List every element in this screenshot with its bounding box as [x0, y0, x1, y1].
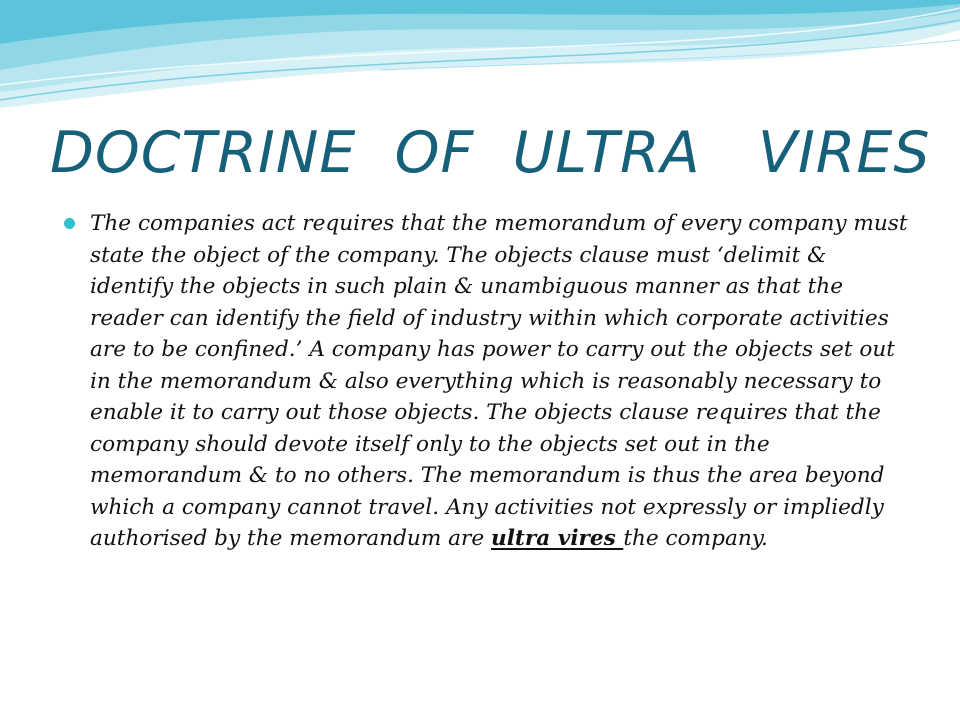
bullet-item — [64, 208, 909, 555]
bullet-marker — [64, 218, 75, 229]
header-wave-decoration — [0, 0, 960, 130]
ultra-vires-emphasis: ultra vires — [491, 526, 624, 551]
bullet-paragraph — [90, 208, 909, 555]
slide-title: DOCTRINE OF ULTRA VIRES — [50, 120, 931, 186]
bullet-text-main: The companies act requires that the memorandum of every company must state the object of the company. The objects clause must ‘delimit & identify the objects in such plain & unambiguous manner as that the reader can identify the field of industry within which corporate activities are to be confined.’ A company has power to carry out the objects set out in the memorandum & also everything which is reasonably necessary to enable it to carry out those objects. The objects clause requires that the company should devote itself only to the objects set out in the memorandum & to no others. The memorandum is thus the area beyond which a company cannot travel. Any activities not expressly or impliedly authorised by the memorandum are — [90, 211, 908, 551]
bullet-text-end: the company. — [623, 526, 768, 551]
